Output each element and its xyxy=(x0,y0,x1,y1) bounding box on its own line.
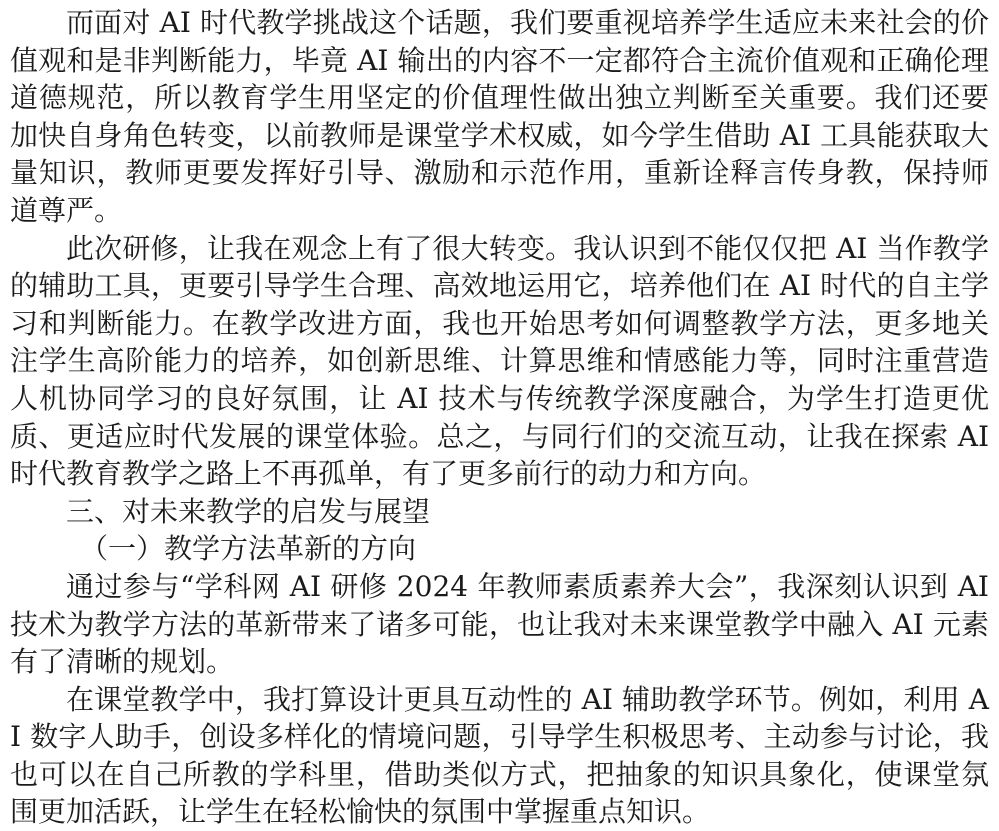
paragraph-ai-challenge: 而面对 AI 时代教学挑战这个话题，我们要重视培养学生适应未来社会的价值观和是非判断能力，毕竟 AI 输出的内容不一定都符合主流价值观和正确伦理道德规范，所以教育学生用坚定的价值理性做出独立判断至关重要。我们还要加快自身角色转变，以前教师是课堂学术权威，如今学生借助 AI 工具能获取大量知识，教师更要发挥好引导、激励和示范作用，重新诠释言传身教，保持师道尊严。 xyxy=(10,6,989,227)
paragraph-training-reflection: 此次研修，让我在观念上有了很大转变。我认识到不能仅仅把 AI 当作教学的辅助工具，更要引导学生合理、高效地运用它，培养他们在 AI 时代的自主学习和判断能力。在教学改进方面，我也开始思考如何调整教学方法，更多地关注学生高阶能力的培养，如创新思维、计算思维和情感能力等，同时注重营造人机协同学习的良好氛围，让 AI 技术与传统教学深度融合，为学生打造更优质、更适应时代发展的课堂体验。总之，与同行们的交流互动，让我在探索 AI 时代教育教学之路上不再孤单，有了更多前行的动力和方向。 xyxy=(10,231,989,491)
section-heading: 三、对未来教学的启发与展望 xyxy=(66,494,431,528)
paragraph-conference: 通过参与“学科网 AI 研修 2024 年教师素质素养大会”，我深刻认识到 AI 技术为教学方法的革新带来了诸多可能，也让我对未来课堂教学中融入 AI 元素有了清晰的规划。 xyxy=(10,569,989,679)
paragraph-classroom-plan: 在课堂教学中，我打算设计更具互动性的 AI 辅助教学环节。例如，利用 AI 数字人助手，创设多样化的情境问题，引导学生积极思考、主动参与讨论，我也可以在自己所教的学科里，借助类似方式，把抽象的知识具象化，使课堂氛围更加活跃，让学生在轻松愉快的氛围中掌握重点知识。 xyxy=(10,682,989,829)
subsection-heading: （一）教学方法革新的方向 xyxy=(80,532,417,566)
